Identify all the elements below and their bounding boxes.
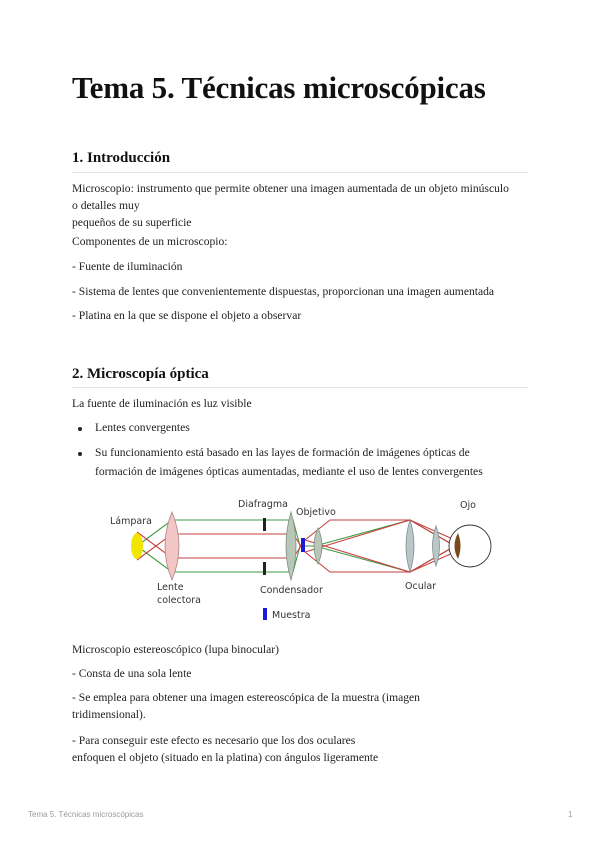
diaphragm-icon <box>263 562 266 575</box>
paragraph-line: - Para conseguir este efecto es necesario que los dos oculares <box>72 734 356 747</box>
section-divider <box>72 387 528 388</box>
section-heading-introduccion: 1. Introducción <box>72 150 171 166</box>
condenser-lens-icon <box>286 512 296 580</box>
bullet-item: Lentes convergentes <box>95 421 190 434</box>
list-item: - Sistema de lentes que convenientemente dispuestas, proporcionan una imagen aumentada <box>72 285 495 298</box>
paragraph-line: - Se emplea para obtener una imagen estereoscópica de la muestra (imagen <box>72 691 420 704</box>
diaphragm-icon <box>263 518 266 531</box>
label-lente: Lente <box>157 582 184 593</box>
bullet-item-continued: formación de imágenes ópticas aumentadas, mediante el uso de lentes convergentes <box>95 465 483 478</box>
ocular-lens-icon <box>433 526 440 566</box>
label-ocular: Ocular <box>405 581 437 592</box>
label-ojo: Ojo <box>460 500 476 511</box>
paragraph-line: - Consta de una sola lente <box>72 667 192 680</box>
bullet-item: Su funcionamiento está basado en las layes de formación de imágenes ópticas de <box>95 446 470 459</box>
collector-lens-icon <box>165 512 179 580</box>
footer-title: Tema 5. Técnicas microscópicas <box>28 810 144 819</box>
label-condensador: Condensador <box>260 585 323 596</box>
label-objetivo: Objetivo <box>296 507 336 518</box>
paragraph-line: pequeños de su superficie <box>72 216 192 229</box>
paragraph-line: Microscopio estereoscópico (lupa binocular) <box>72 643 280 656</box>
lamp-icon <box>131 533 143 559</box>
optical-microscope-diagram <box>0 490 600 630</box>
label-diafragma: Diafragma <box>238 499 288 510</box>
page-title: Tema 5. Técnicas microscópicas <box>72 70 486 105</box>
objective-lens-icon <box>314 528 322 564</box>
footer-page-number: 1 <box>568 810 573 819</box>
sample-legend-icon <box>263 608 267 620</box>
label-lampara: Lámpara <box>110 516 152 527</box>
bullet-marker <box>78 427 82 431</box>
list-item: - Fuente de iluminación <box>72 260 183 273</box>
paragraph-line: o detalles muy <box>72 199 140 212</box>
section-divider <box>72 172 528 173</box>
ocular-lens-icon <box>406 520 414 572</box>
paragraph-line: Componentes de un microscopio: <box>72 235 228 248</box>
paragraph-line: Microscopio: instrumento que permite obtener una imagen aumentada de un objeto minúsculo <box>72 182 509 195</box>
paragraph-line: tridimensional). <box>72 708 146 721</box>
list-item: - Platina en la que se dispone el objeto a observar <box>72 309 302 322</box>
paragraph-line: La fuente de iluminación es luz visible <box>72 397 252 410</box>
sample-icon <box>301 538 305 552</box>
section-heading-microscopia-optica: 2. Microscopía óptica <box>72 366 209 382</box>
label-muestra: Muestra <box>272 610 311 621</box>
label-colectora: colectora <box>157 595 202 606</box>
paragraph-line: enfoquen el objeto (situado en la platina) con ángulos ligeramente <box>72 751 379 764</box>
bullet-marker <box>78 452 82 456</box>
